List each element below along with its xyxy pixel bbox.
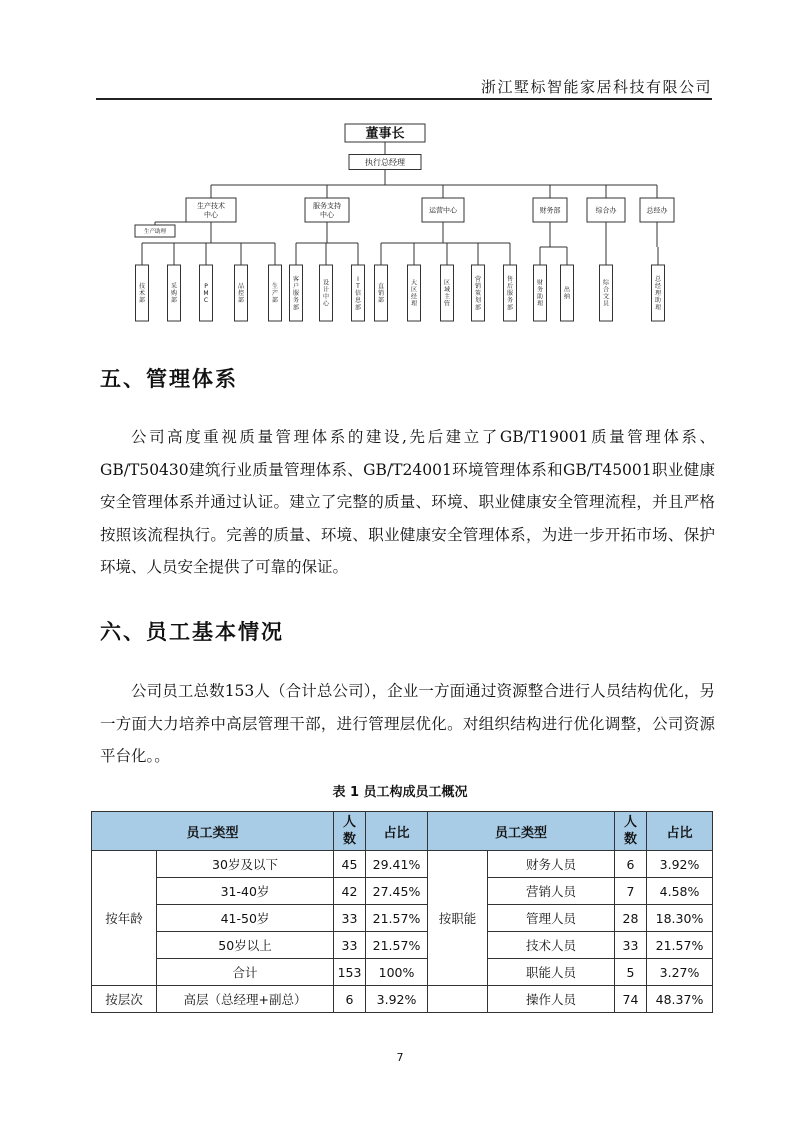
left-ratio: 100% [366,959,428,986]
org-child-label: 营销策划部 [474,275,482,312]
page-number: 7 [396,1051,404,1064]
header-count-right [615,812,647,851]
left-ratio: 27.45% [366,878,428,905]
org-child-label: 生产部 [271,283,279,305]
table-row [92,905,713,932]
left-label: 50岁以上 [157,932,334,959]
org-child-label: 客户服务部 [292,275,300,312]
org-child-label: I T 信息部 [354,275,362,312]
left-label: 31-40岁 [157,878,334,905]
org-child-label: 大区经理 [410,279,418,308]
table-row [92,932,713,959]
header-ratio-left: 占比 [366,812,428,851]
header-count-left-text: 人数 [343,815,357,847]
right-ratio: 3.92% [647,851,713,878]
left-count: 42 [334,878,366,905]
org-child-label: 总经理助理 [654,275,662,312]
left-ratio: 3.92% [366,986,428,1013]
left-ratio: 29.41% [366,851,428,878]
section5-title: 五、管理体系 [100,367,238,391]
org-child-label: P M C [203,283,209,305]
job-group-label: 按职能 [428,851,488,986]
org-department-label: 总经办 [646,206,668,215]
org-department-label: 生产技术中心 [197,202,225,219]
org-department-label: 运营中心 [429,206,457,215]
header-ratio-right: 占比 [647,812,713,851]
right-ratio: 18.30% [647,905,713,932]
table-row [92,986,713,1013]
company-header: 浙江墅标智能家居科技有限公司 [480,78,712,96]
right-label: 职能人员 [488,959,615,986]
org-chart [0,0,800,340]
header-type-right: 员工类型 [428,812,615,851]
left-count: 6 [334,986,366,1013]
table-row [92,959,713,986]
table-row [92,878,713,905]
left-label: 高层（总经理+副总） [157,986,334,1013]
org-department-label: 综合办 [595,206,617,215]
right-ratio: 4.58% [647,878,713,905]
section6-paragraph: 公司员工总数153人（合计总公司），企业一方面通过资源整合进行人员结构优化，另一方面大力培养中高层管理干部，进行管理层优化。对组织结构进行优化调整，公司资源平台化。。 [100,682,715,765]
left-count: 33 [334,905,366,932]
right-label: 操作人员 [488,986,615,1013]
org-assistant-label: 生产助理 [143,228,167,235]
org-chart-nodes [135,124,674,321]
org-child-label: 直销部 [377,283,385,305]
right-ratio: 21.57% [647,932,713,959]
table-row [92,851,713,878]
left-count: 45 [334,851,366,878]
left-count: 153 [334,959,366,986]
org-child-label: 出纳 [563,286,571,301]
org-child-label: 技术部 [138,283,146,305]
org-child-label: 品控部 [237,283,245,305]
left-ratio: 21.57% [366,905,428,932]
org-child-label: 售后服务部 [506,275,514,312]
right-label: 技术人员 [488,932,615,959]
org-exec-label: 执行总经理 [365,157,405,167]
level-group-label: 按层次 [92,986,157,1013]
table-caption: 表 1 员工构成员工概况 [332,785,468,800]
age-group-label: 按年龄 [92,851,157,986]
right-count: 5 [615,959,647,986]
org-root-label: 董事长 [365,126,405,142]
right-count: 74 [615,986,647,1013]
right-ratio: 3.27% [647,959,713,986]
header-count-left [334,812,366,851]
right-count: 6 [615,851,647,878]
right-count: 33 [615,932,647,959]
left-count: 33 [334,932,366,959]
staff-table [91,811,713,1013]
org-child-label: 区域主管 [443,279,451,308]
right-label: 营销人员 [488,878,615,905]
org-child-label: 财务助理 [536,279,544,308]
left-ratio: 21.57% [366,932,428,959]
org-child-label: 综合文员 [602,279,610,308]
org-child-label: 设计中心 [322,279,330,308]
section5-paragraph: 公司高度重视质量管理体系的建设,先后建立了GB/T19001质量管理体系、GB/T50430建筑行业质量管理体系、GB/T24001环境管理体系和GB/T45001职业健康安全管理体系并通过认证。建立了完整的质量、环境、职业健康安全管理流程，并且严格按照该流程执行。完善的质量、环境、职业健康安全管理体系，为进一步开拓市场、保护环境、人员安全提供了可靠的保证。 [100,428,715,576]
right-count: 7 [615,878,647,905]
right-group-blank [428,986,488,1013]
left-label: 合计 [157,959,334,986]
table-header-row [92,812,713,851]
org-child-label: 采购部 [170,283,178,305]
header-count-right-text: 人数 [624,815,638,847]
header-type-left: 员工类型 [92,812,334,851]
right-label: 管理人员 [488,905,615,932]
right-label: 财务人员 [488,851,615,878]
org-department-label: 服务支持中心 [313,202,341,219]
left-label: 30岁及以下 [157,851,334,878]
right-ratio: 48.37% [647,986,713,1013]
org-department-label: 财务部 [539,206,561,215]
section6-title: 六、员工基本情况 [100,620,284,644]
left-label: 41-50岁 [157,905,334,932]
right-count: 28 [615,905,647,932]
